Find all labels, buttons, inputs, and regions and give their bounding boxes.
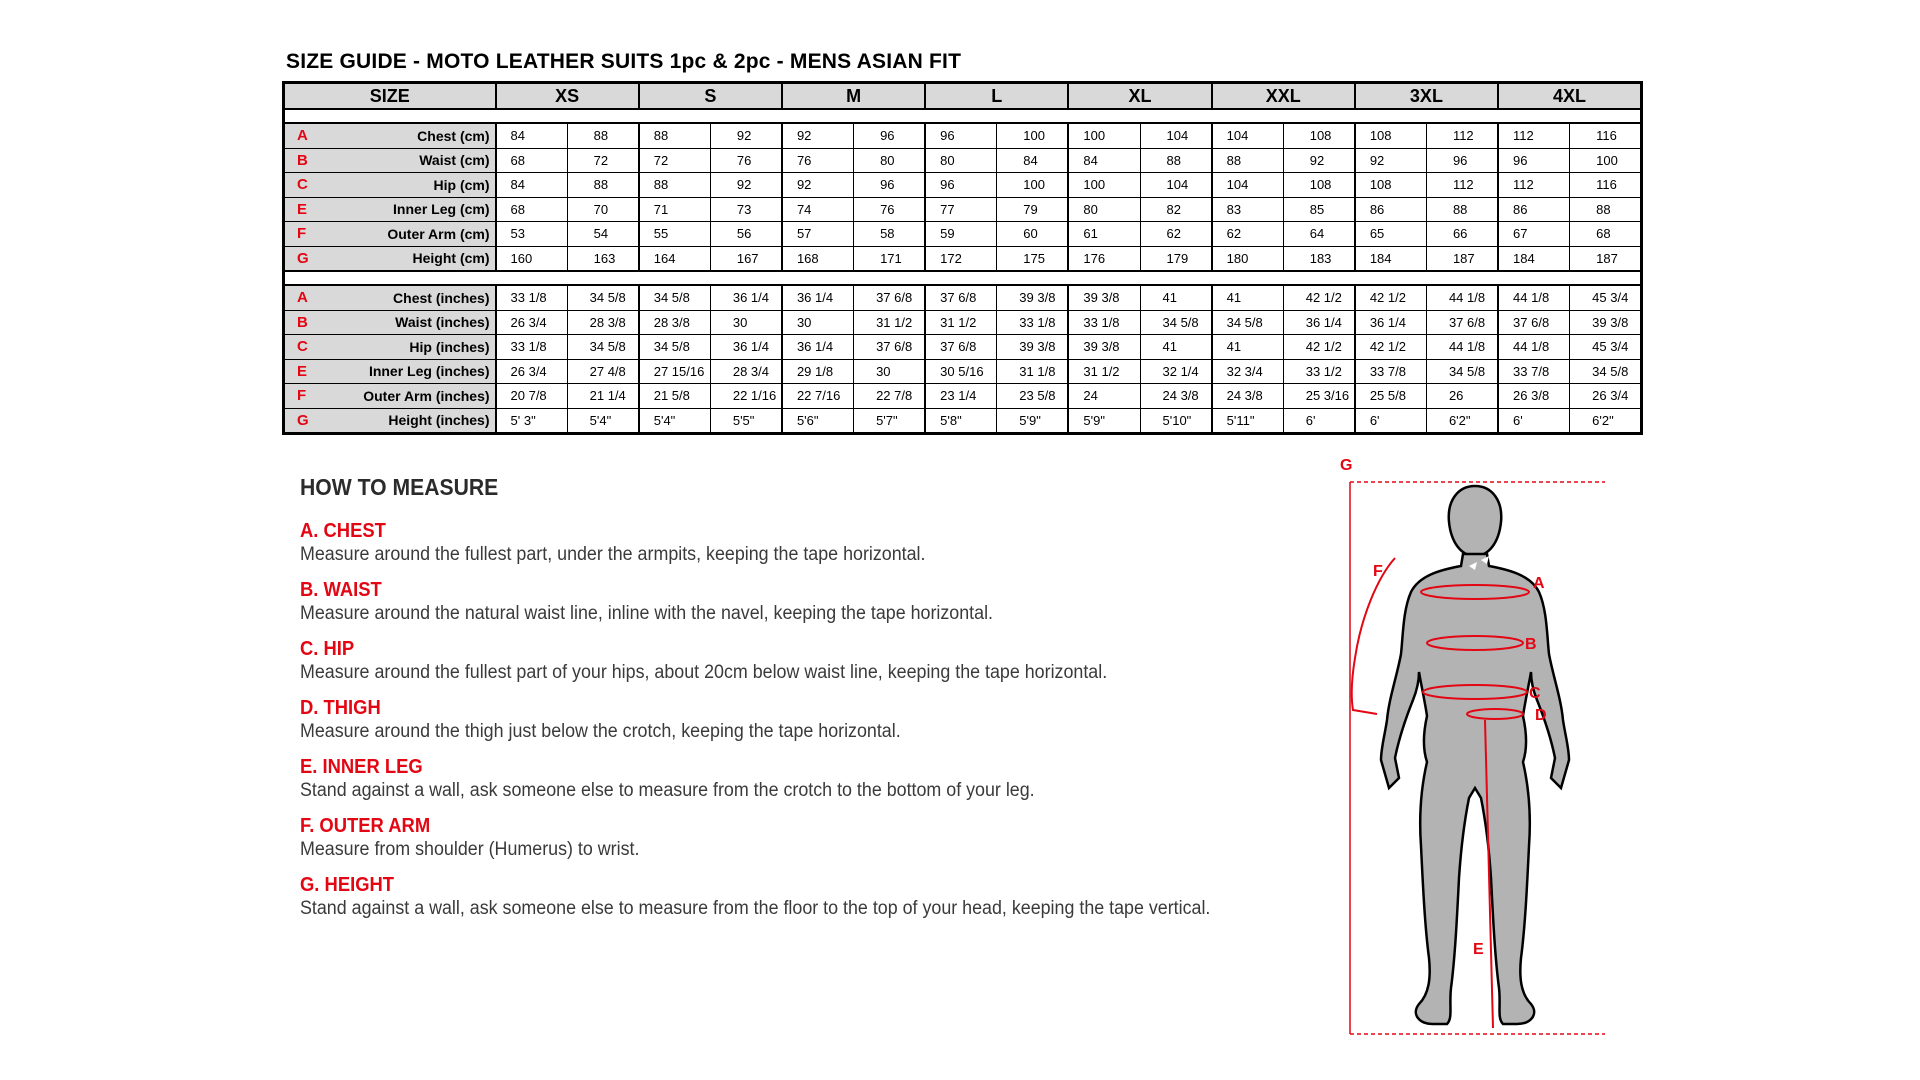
label-b: B: [1525, 636, 1537, 653]
size-table: [282, 81, 1643, 435]
table-cell: 86: [1355, 197, 1427, 222]
measure-letter: B: [284, 310, 318, 335]
step-heading: A. CHEST: [300, 520, 386, 542]
step-text: Measure around the thigh just below the crotch, keeping the tape horizontal.: [300, 721, 901, 742]
how-to-measure-section: [300, 474, 1320, 932]
table-cell: 33 1/8: [997, 310, 1069, 335]
table-cell: 41: [1212, 335, 1284, 360]
step-text: Measure around the fullest part of your hips, about 20cm below waist line, keeping the tape horizontal.: [300, 662, 1108, 683]
table-cell: 60: [997, 222, 1069, 247]
table-cell: 42 1/2: [1355, 335, 1427, 360]
table-cell: 39 3/8: [997, 335, 1069, 360]
table-cell: 88: [639, 123, 711, 148]
table-cell: 77: [925, 197, 997, 222]
table-cell: 5'5": [710, 408, 782, 434]
table-cell: 68: [496, 148, 568, 173]
label-c: C: [1529, 685, 1541, 702]
measure-letter: G: [284, 408, 318, 434]
table-cell: 25 3/16: [1283, 384, 1355, 409]
table-cell: 163: [567, 246, 639, 271]
table-cell: 39 3/8: [1570, 310, 1642, 335]
table-cell: 33 7/8: [1498, 359, 1570, 384]
size-column-l: L: [925, 83, 1068, 110]
label-a: A: [1533, 575, 1545, 592]
step-text: Stand against a wall, ask someone else to measure from the floor to the top of your head, keeping the tape vertical.: [300, 898, 1211, 919]
table-cell: 30: [710, 310, 782, 335]
table-cell: 5'4": [639, 408, 711, 434]
table-cell: 24 3/8: [1212, 384, 1284, 409]
table-cell: 83: [1212, 197, 1284, 222]
table-cell: 183: [1283, 246, 1355, 271]
table-cell: 5'9": [997, 408, 1069, 434]
table-cell: 44 1/8: [1426, 335, 1498, 360]
step-heading: G. HEIGHT: [300, 874, 395, 896]
table-cell: 26 3/4: [496, 310, 568, 335]
table-cell: 80: [854, 148, 926, 173]
measure-label: Waist (cm): [318, 148, 496, 173]
table-cell: 108: [1283, 123, 1355, 148]
label-f: F: [1373, 563, 1383, 580]
table-cell: 36 1/4: [782, 335, 854, 360]
step-text: Measure around the natural waist line, inline with the navel, keeping the tape horizontal.: [300, 603, 994, 624]
table-cell: 31 1/8: [997, 359, 1069, 384]
table-cell: 53: [496, 222, 568, 247]
table-cell: 92: [710, 173, 782, 198]
body-measurement-figure: [1325, 458, 1625, 1048]
table-cell: 92: [782, 173, 854, 198]
table-cell: 84: [997, 148, 1069, 173]
measure-label: Waist (inches): [318, 310, 496, 335]
table-cell: 96: [854, 123, 926, 148]
table-cell: 24: [1068, 384, 1140, 409]
table-cell: 31 1/2: [1068, 359, 1140, 384]
table-cell: 58: [854, 222, 926, 247]
table-cell: 44 1/8: [1498, 285, 1570, 310]
table-cell: 5'6": [782, 408, 854, 434]
table-cell: 92: [1283, 148, 1355, 173]
table-cell: 28 3/4: [710, 359, 782, 384]
measure-label: Height (inches): [318, 408, 496, 434]
table-cell: 96: [854, 173, 926, 198]
table-cell: 6': [1283, 408, 1355, 434]
table-row: [284, 123, 1642, 148]
measure-label: Chest (inches): [318, 285, 496, 310]
table-cell: 57: [782, 222, 854, 247]
table-cell: 100: [997, 173, 1069, 198]
table-cell: 37 6/8: [854, 285, 926, 310]
table-cell: 27 4/8: [567, 359, 639, 384]
table-cell: 6'2": [1570, 408, 1642, 434]
table-cell: 108: [1283, 173, 1355, 198]
table-cell: 26 3/8: [1498, 384, 1570, 409]
table-cell: 21 1/4: [567, 384, 639, 409]
table-cell: 22 1/16: [710, 384, 782, 409]
measure-letter: C: [284, 173, 318, 198]
table-cell: 45 3/4: [1570, 285, 1642, 310]
table-cell: 39 3/8: [1068, 285, 1140, 310]
table-cell: 88: [1426, 197, 1498, 222]
table-cell: 80: [925, 148, 997, 173]
table-cell: 96: [925, 123, 997, 148]
measure-letter: A: [284, 123, 318, 148]
table-cell: 20 7/8: [496, 384, 568, 409]
table-cell: 104: [1212, 123, 1284, 148]
table-row: [284, 285, 1642, 310]
table-cell: 92: [1355, 148, 1427, 173]
table-row: [284, 173, 1642, 198]
table-cell: 179: [1140, 246, 1212, 271]
table-cell: 34 5/8: [567, 285, 639, 310]
table-cell: 71: [639, 197, 711, 222]
table-cell: 32 1/4: [1140, 359, 1212, 384]
separator-cell: [284, 109, 1642, 123]
table-cell: 172: [925, 246, 997, 271]
measure-label: Chest (cm): [318, 123, 496, 148]
table-cell: 59: [925, 222, 997, 247]
table-cell: 104: [1140, 173, 1212, 198]
separator-cell: [284, 271, 1642, 285]
step-heading: F. OUTER ARM: [300, 815, 431, 837]
measure-letter: C: [284, 335, 318, 360]
table-cell: 29 1/8: [782, 359, 854, 384]
table-cell: 34 5/8: [1426, 359, 1498, 384]
table-cell: 33 1/8: [496, 285, 568, 310]
table-cell: 108: [1355, 173, 1427, 198]
table-cell: 34 5/8: [639, 335, 711, 360]
table-row: [284, 246, 1642, 271]
measure-letter: F: [284, 222, 318, 247]
table-cell: 72: [567, 148, 639, 173]
table-cell: 92: [782, 123, 854, 148]
table-cell: 108: [1355, 123, 1427, 148]
table-cell: 37 6/8: [854, 335, 926, 360]
table-cell: 184: [1498, 246, 1570, 271]
measure-step: [300, 873, 1320, 921]
step-text: Stand against a wall, ask someone else to measure from the crotch to the bottom of your leg.: [300, 780, 1035, 801]
table-cell: 112: [1498, 173, 1570, 198]
table-cell: 26 3/4: [1570, 384, 1642, 409]
table-cell: 64: [1283, 222, 1355, 247]
table-cell: 104: [1140, 123, 1212, 148]
size-column-xl: XL: [1068, 83, 1211, 110]
table-cell: 55: [639, 222, 711, 247]
table-cell: 100: [1068, 173, 1140, 198]
table-cell: 168: [782, 246, 854, 271]
table-cell: 41: [1140, 285, 1212, 310]
table-cell: 34 5/8: [1570, 359, 1642, 384]
table-cell: 80: [1068, 197, 1140, 222]
how-to-measure-title: HOW TO MEASURE: [300, 474, 499, 500]
table-cell: 65: [1355, 222, 1427, 247]
table-cell: 176: [1068, 246, 1140, 271]
measure-letter: G: [284, 246, 318, 271]
measure-letter: E: [284, 197, 318, 222]
table-separator: [284, 109, 1642, 123]
table-cell: 37 6/8: [1426, 310, 1498, 335]
table-cell: 44 1/8: [1426, 285, 1498, 310]
size-column-m: M: [782, 83, 925, 110]
table-cell: 112: [1426, 173, 1498, 198]
table-row: [284, 384, 1642, 409]
table-cell: 88: [1570, 197, 1642, 222]
table-row: [284, 310, 1642, 335]
table-cell: 5' 3": [496, 408, 568, 434]
table-cell: 6': [1355, 408, 1427, 434]
table-cell: 31 1/2: [925, 310, 997, 335]
table-cell: 116: [1570, 173, 1642, 198]
table-cell: 31 1/2: [854, 310, 926, 335]
measure-step: [300, 519, 1320, 567]
table-cell: 66: [1426, 222, 1498, 247]
table-cell: 171: [854, 246, 926, 271]
size-header-cell: SIZE: [284, 83, 496, 110]
measure-label: Height (cm): [318, 246, 496, 271]
size-column-xxl: XXL: [1212, 83, 1355, 110]
label-d: D: [1535, 707, 1547, 724]
table-cell: 164: [639, 246, 711, 271]
table-cell: 180: [1212, 246, 1284, 271]
table-cell: 85: [1283, 197, 1355, 222]
measure-step: [300, 814, 1320, 862]
table-cell: 62: [1212, 222, 1284, 247]
measure-step: [300, 578, 1320, 626]
table-cell: 28 3/8: [639, 310, 711, 335]
table-cell: 42 1/2: [1355, 285, 1427, 310]
measure-letter: A: [284, 285, 318, 310]
measure-letter: E: [284, 359, 318, 384]
table-row: [284, 222, 1642, 247]
size-column-4xl: 4XL: [1498, 83, 1641, 110]
table-cell: 86: [1498, 197, 1570, 222]
step-heading: E. INNER LEG: [300, 756, 423, 778]
table-separator: [284, 271, 1642, 285]
table-cell: 5'4": [567, 408, 639, 434]
table-cell: 30: [782, 310, 854, 335]
table-cell: 33 1/8: [496, 335, 568, 360]
table-cell: 56: [710, 222, 782, 247]
table-cell: 36 1/4: [782, 285, 854, 310]
table-cell: 104: [1212, 173, 1284, 198]
table-cell: 187: [1570, 246, 1642, 271]
table-row: [284, 197, 1642, 222]
label-g: G: [1340, 458, 1353, 474]
table-cell: 100: [997, 123, 1069, 148]
table-cell: 88: [567, 173, 639, 198]
table-cell: 92: [710, 123, 782, 148]
table-cell: 24 3/8: [1140, 384, 1212, 409]
table-cell: 61: [1068, 222, 1140, 247]
measure-label: Outer Arm (cm): [318, 222, 496, 247]
table-cell: 37 6/8: [925, 285, 997, 310]
table-cell: 32 3/4: [1212, 359, 1284, 384]
table-cell: 187: [1426, 246, 1498, 271]
table-row: [284, 148, 1642, 173]
table-cell: 39 3/8: [1068, 335, 1140, 360]
table-cell: 76: [854, 197, 926, 222]
table-cell: 26: [1426, 384, 1498, 409]
table-cell: 41: [1212, 285, 1284, 310]
measure-label: Hip (inches): [318, 335, 496, 360]
measure-step: [300, 755, 1320, 803]
table-cell: 62: [1140, 222, 1212, 247]
table-cell: 88: [1212, 148, 1284, 173]
table-cell: 28 3/8: [567, 310, 639, 335]
table-cell: 5'10": [1140, 408, 1212, 434]
table-cell: 88: [567, 123, 639, 148]
table-cell: 100: [1570, 148, 1642, 173]
table-cell: 30: [854, 359, 926, 384]
table-row: [284, 359, 1642, 384]
table-cell: 36 1/4: [1355, 310, 1427, 335]
step-heading: C. HIP: [300, 638, 355, 660]
body-diagram-svg: [1325, 458, 1625, 1048]
table-cell: 96: [925, 173, 997, 198]
table-cell: 26 3/4: [496, 359, 568, 384]
table-cell: 68: [496, 197, 568, 222]
table-cell: 70: [567, 197, 639, 222]
table-cell: 79: [997, 197, 1069, 222]
size-column-s: S: [639, 83, 782, 110]
table-cell: 23 1/4: [925, 384, 997, 409]
table-cell: 22 7/16: [782, 384, 854, 409]
table-cell: 112: [1498, 123, 1570, 148]
table-cell: 167: [710, 246, 782, 271]
table-cell: 73: [710, 197, 782, 222]
measure-letter: B: [284, 148, 318, 173]
measure-letter: F: [284, 384, 318, 409]
step-text: Measure from shoulder (Humerus) to wrist.: [300, 839, 640, 860]
measure-label: Hip (cm): [318, 173, 496, 198]
table-cell: 67: [1498, 222, 1570, 247]
table-cell: 34 5/8: [567, 335, 639, 360]
label-e: E: [1473, 941, 1484, 958]
measure-step: [300, 637, 1320, 685]
table-cell: 33 7/8: [1355, 359, 1427, 384]
table-cell: 5'8": [925, 408, 997, 434]
table-cell: 39 3/8: [997, 285, 1069, 310]
table-cell: 33 1/2: [1283, 359, 1355, 384]
step-heading: B. WAIST: [300, 579, 382, 601]
table-cell: 82: [1140, 197, 1212, 222]
table-cell: 5'11": [1212, 408, 1284, 434]
table-cell: 30 5/16: [925, 359, 997, 384]
table-cell: 112: [1426, 123, 1498, 148]
table-cell: 72: [639, 148, 711, 173]
table-cell: 42 1/2: [1283, 335, 1355, 360]
table-cell: 116: [1570, 123, 1642, 148]
table-cell: 36 1/4: [1283, 310, 1355, 335]
table-cell: 34 5/8: [1140, 310, 1212, 335]
table-cell: 34 5/8: [1212, 310, 1284, 335]
table-cell: 45 3/4: [1570, 335, 1642, 360]
table-cell: 88: [1140, 148, 1212, 173]
table-cell: 175: [997, 246, 1069, 271]
step-text: Measure around the fullest part, under the armpits, keeping the tape horizontal.: [300, 544, 926, 565]
table-cell: 84: [1068, 148, 1140, 173]
table-cell: 25 5/8: [1355, 384, 1427, 409]
table-cell: 76: [710, 148, 782, 173]
table-row: [284, 408, 1642, 434]
table-row: [284, 335, 1642, 360]
table-cell: 33 1/8: [1068, 310, 1140, 335]
table-cell: 68: [1570, 222, 1642, 247]
measure-label: Outer Arm (inches): [318, 384, 496, 409]
measure-label: Inner Leg (inches): [318, 359, 496, 384]
table-cell: 184: [1355, 246, 1427, 271]
table-cell: 27 15/16: [639, 359, 711, 384]
size-column-xs: XS: [496, 83, 639, 110]
table-cell: 100: [1068, 123, 1140, 148]
table-cell: 96: [1426, 148, 1498, 173]
table-cell: 42 1/2: [1283, 285, 1355, 310]
table-cell: 88: [639, 173, 711, 198]
table-cell: 34 5/8: [639, 285, 711, 310]
table-cell: 6': [1498, 408, 1570, 434]
table-cell: 36 1/4: [710, 335, 782, 360]
table-cell: 76: [782, 148, 854, 173]
page-title: SIZE GUIDE - MOTO LEATHER SUITS 1pc & 2pc - MENS ASIAN FIT: [286, 50, 962, 73]
table-cell: 41: [1140, 335, 1212, 360]
table-cell: 21 5/8: [639, 384, 711, 409]
table-cell: 84: [496, 173, 568, 198]
table-cell: 74: [782, 197, 854, 222]
table-cell: 37 6/8: [925, 335, 997, 360]
table-cell: 36 1/4: [710, 285, 782, 310]
size-column-3xl: 3XL: [1355, 83, 1498, 110]
table-cell: 96: [1498, 148, 1570, 173]
table-cell: 37 6/8: [1498, 310, 1570, 335]
measure-step: [300, 696, 1320, 744]
table-cell: 160: [496, 246, 568, 271]
table-cell: 5'9": [1068, 408, 1140, 434]
size-header-row: [284, 83, 1642, 110]
measure-label: Inner Leg (cm): [318, 197, 496, 222]
table-cell: 44 1/8: [1498, 335, 1570, 360]
step-heading: D. THIGH: [300, 697, 381, 719]
table-cell: 6'2": [1426, 408, 1498, 434]
table-cell: 23 5/8: [997, 384, 1069, 409]
table-cell: 22 7/8: [854, 384, 926, 409]
table-cell: 84: [496, 123, 568, 148]
table-cell: 54: [567, 222, 639, 247]
table-cell: 5'7": [854, 408, 926, 434]
